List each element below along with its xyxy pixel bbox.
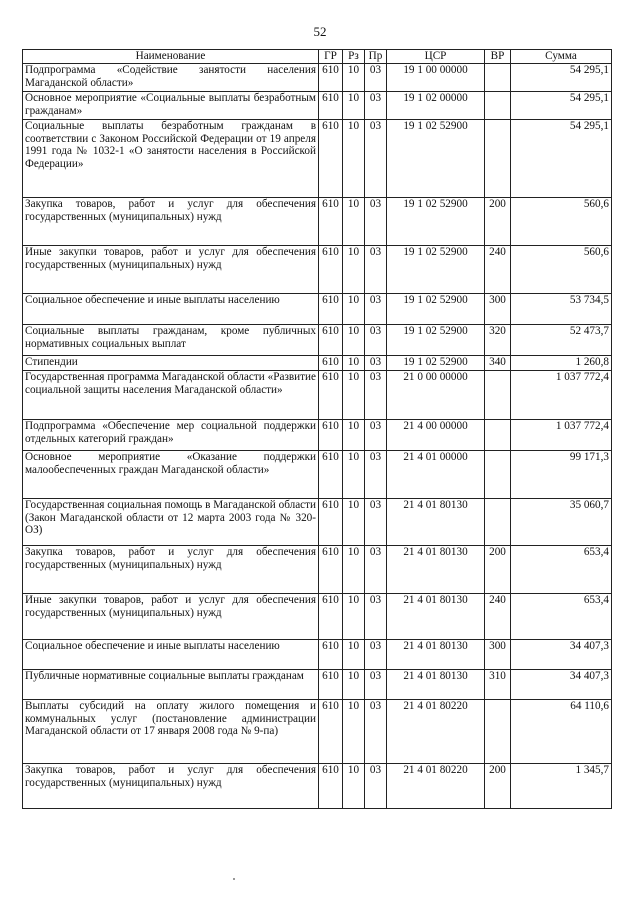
cell-gr: 610 (319, 670, 343, 700)
cell-name: Закупка товаров, работ и услуг для обеспечения государственных (муниципальных) нужд (23, 764, 319, 809)
cell-rz: 10 (343, 670, 365, 700)
cell-sum: 653,4 (511, 594, 612, 640)
cell-csr: 21 4 01 80130 (387, 546, 485, 594)
cell-pr: 03 (365, 64, 387, 92)
cell-vr: 200 (485, 546, 511, 594)
cell-gr: 610 (319, 92, 343, 120)
cell-pr: 03 (365, 371, 387, 420)
cell-name: Социальное обеспечение и иные выплаты населению (23, 640, 319, 670)
cell-name: Закупка товаров, работ и услуг для обеспечения государственных (муниципальных) нужд (23, 198, 319, 246)
cell-pr: 03 (365, 670, 387, 700)
cell-csr: 21 4 01 80130 (387, 594, 485, 640)
cell-vr: 320 (485, 325, 511, 356)
table-row (23, 640, 612, 670)
table-row (23, 64, 612, 92)
cell-gr: 610 (319, 420, 343, 451)
table-row (23, 451, 612, 499)
cell-rz: 10 (343, 246, 365, 294)
table-row (23, 246, 612, 294)
cell-rz: 10 (343, 198, 365, 246)
cell-sum: 35 060,7 (511, 499, 612, 546)
cell-rz: 10 (343, 420, 365, 451)
cell-rz: 10 (343, 64, 365, 92)
cell-csr: 19 1 02 52900 (387, 246, 485, 294)
cell-gr: 610 (319, 198, 343, 246)
cell-pr: 03 (365, 294, 387, 325)
cell-vr: 310 (485, 670, 511, 700)
cell-gr: 610 (319, 371, 343, 420)
cell-name: Стипендии (23, 356, 319, 371)
cell-name: Подпрограмма «Обеспечение мер социальной поддержки отдельных категорий граждан» (23, 420, 319, 451)
cell-vr (485, 499, 511, 546)
cell-vr: 340 (485, 356, 511, 371)
cell-gr: 610 (319, 640, 343, 670)
cell-rz: 10 (343, 764, 365, 809)
cell-rz: 10 (343, 594, 365, 640)
cell-name: Иные закупки товаров, работ и услуг для обеспечения государственных (муниципальных) нужд (23, 594, 319, 640)
cell-name: Публичные нормативные социальные выплаты гражданам (23, 670, 319, 700)
cell-pr: 03 (365, 594, 387, 640)
cell-name: Основное мероприятие «Социальные выплаты безработным гражданам» (23, 92, 319, 120)
cell-vr (485, 64, 511, 92)
cell-vr: 300 (485, 640, 511, 670)
cell-csr: 19 1 02 52900 (387, 120, 485, 198)
table-header-row (23, 50, 612, 64)
table-row (23, 371, 612, 420)
table-row (23, 670, 612, 700)
table-row (23, 420, 612, 451)
cell-rz: 10 (343, 700, 365, 764)
cell-csr: 19 1 02 52900 (387, 198, 485, 246)
cell-sum: 54 295,1 (511, 64, 612, 92)
cell-csr: 21 0 00 00000 (387, 371, 485, 420)
cell-sum: 34 407,3 (511, 640, 612, 670)
budget-table (22, 49, 612, 809)
header-sum: Сумма (511, 50, 612, 64)
cell-vr (485, 451, 511, 499)
cell-vr: 300 (485, 294, 511, 325)
cell-gr: 610 (319, 325, 343, 356)
cell-gr: 610 (319, 294, 343, 325)
cell-rz: 10 (343, 499, 365, 546)
cell-sum: 1 260,8 (511, 356, 612, 371)
cell-gr: 610 (319, 499, 343, 546)
table-row (23, 499, 612, 546)
cell-vr: 240 (485, 246, 511, 294)
cell-gr: 610 (319, 120, 343, 198)
cell-csr: 19 1 02 52900 (387, 325, 485, 356)
table-row (23, 700, 612, 764)
cell-pr: 03 (365, 246, 387, 294)
cell-pr: 03 (365, 325, 387, 356)
cell-sum: 34 407,3 (511, 670, 612, 700)
cell-pr: 03 (365, 120, 387, 198)
cell-gr: 610 (319, 451, 343, 499)
cell-name: Государственная социальная помощь в Магаданской области (Закон Магаданской области от 12 марта 2003 года № 320-ОЗ) (23, 499, 319, 546)
cell-pr: 03 (365, 420, 387, 451)
table-row (23, 325, 612, 356)
table-row (23, 294, 612, 325)
header-name: Наименование (23, 50, 319, 64)
cell-gr: 610 (319, 546, 343, 594)
cell-rz: 10 (343, 294, 365, 325)
cell-sum: 99 171,3 (511, 451, 612, 499)
cell-rz: 10 (343, 356, 365, 371)
cell-rz: 10 (343, 640, 365, 670)
cell-csr: 21 4 01 80130 (387, 640, 485, 670)
cell-csr: 21 4 01 00000 (387, 451, 485, 499)
cell-gr: 610 (319, 764, 343, 809)
table-row (23, 356, 612, 371)
table-row (23, 120, 612, 198)
table-row (23, 92, 612, 120)
cell-name: Государственная программа Магаданской области «Развитие социальной защиты населения Магаданской области» (23, 371, 319, 420)
cell-pr: 03 (365, 92, 387, 120)
cell-pr: 03 (365, 356, 387, 371)
cell-csr: 21 4 01 80130 (387, 499, 485, 546)
header-gr: ГР (319, 50, 343, 64)
cell-name: Социальное обеспечение и иные выплаты населению (23, 294, 319, 325)
cell-name: Социальные выплаты гражданам, кроме публичных нормативных социальных выплат (23, 325, 319, 356)
cell-pr: 03 (365, 499, 387, 546)
cell-vr (485, 92, 511, 120)
cell-rz: 10 (343, 371, 365, 420)
cell-rz: 10 (343, 451, 365, 499)
cell-rz: 10 (343, 120, 365, 198)
cell-sum: 560,6 (511, 198, 612, 246)
page-number: 52 (313, 24, 327, 39)
cell-vr (485, 371, 511, 420)
cell-csr: 19 1 02 52900 (387, 356, 485, 371)
cell-vr (485, 420, 511, 451)
cell-csr: 21 4 01 80220 (387, 700, 485, 764)
cell-sum: 1 037 772,4 (511, 371, 612, 420)
header-vr: ВР (485, 50, 511, 64)
cell-sum: 54 295,1 (511, 92, 612, 120)
scan-dot (233, 878, 235, 880)
cell-name: Закупка товаров, работ и услуг для обеспечения государственных (муниципальных) нужд (23, 546, 319, 594)
cell-rz: 10 (343, 546, 365, 594)
table-row (23, 198, 612, 246)
cell-csr: 19 1 02 00000 (387, 92, 485, 120)
cell-gr: 610 (319, 64, 343, 92)
cell-pr: 03 (365, 764, 387, 809)
cell-rz: 10 (343, 325, 365, 356)
cell-csr: 21 4 01 80220 (387, 764, 485, 809)
cell-pr: 03 (365, 640, 387, 670)
cell-csr: 19 1 00 00000 (387, 64, 485, 92)
cell-rz: 10 (343, 92, 365, 120)
table-row (23, 546, 612, 594)
cell-sum: 64 110,6 (511, 700, 612, 764)
cell-vr (485, 700, 511, 764)
cell-pr: 03 (365, 198, 387, 246)
cell-name: Основное мероприятие «Оказание поддержки малообеспеченных граждан Магаданской области» (23, 451, 319, 499)
cell-pr: 03 (365, 451, 387, 499)
cell-csr: 21 4 00 00000 (387, 420, 485, 451)
cell-gr: 610 (319, 594, 343, 640)
cell-vr: 200 (485, 198, 511, 246)
cell-gr: 610 (319, 700, 343, 764)
cell-sum: 560,6 (511, 246, 612, 294)
cell-csr: 19 1 02 52900 (387, 294, 485, 325)
cell-name: Социальные выплаты безработным гражданам в соответствии с Законом Российской Федерации от 19 апреля 1991 года № 1032-1 «О занятости населения в Российской Федерации» (23, 120, 319, 198)
cell-sum: 53 734,5 (511, 294, 612, 325)
cell-vr (485, 120, 511, 198)
cell-gr: 610 (319, 246, 343, 294)
cell-name: Подпрограмма «Содействие занятости населения Магаданской области» (23, 64, 319, 92)
header-pr: Пр (365, 50, 387, 64)
cell-pr: 03 (365, 546, 387, 594)
table-row (23, 764, 612, 809)
cell-sum: 1 037 772,4 (511, 420, 612, 451)
cell-pr: 03 (365, 700, 387, 764)
table-row (23, 594, 612, 640)
cell-vr: 240 (485, 594, 511, 640)
header-rz: Рз (343, 50, 365, 64)
cell-name: Иные закупки товаров, работ и услуг для обеспечения государственных (муниципальных) нужд (23, 246, 319, 294)
cell-sum: 653,4 (511, 546, 612, 594)
cell-sum: 1 345,7 (511, 764, 612, 809)
header-csr: ЦСР (387, 50, 485, 64)
cell-name: Выплаты субсидий на оплату жилого помещения и коммунальных услуг (постановление администрации Магаданской области от 17 января 2008 года № 9-па) (23, 700, 319, 764)
cell-sum: 52 473,7 (511, 325, 612, 356)
cell-gr: 610 (319, 356, 343, 371)
cell-sum: 54 295,1 (511, 120, 612, 198)
cell-vr: 200 (485, 764, 511, 809)
cell-csr: 21 4 01 80130 (387, 670, 485, 700)
